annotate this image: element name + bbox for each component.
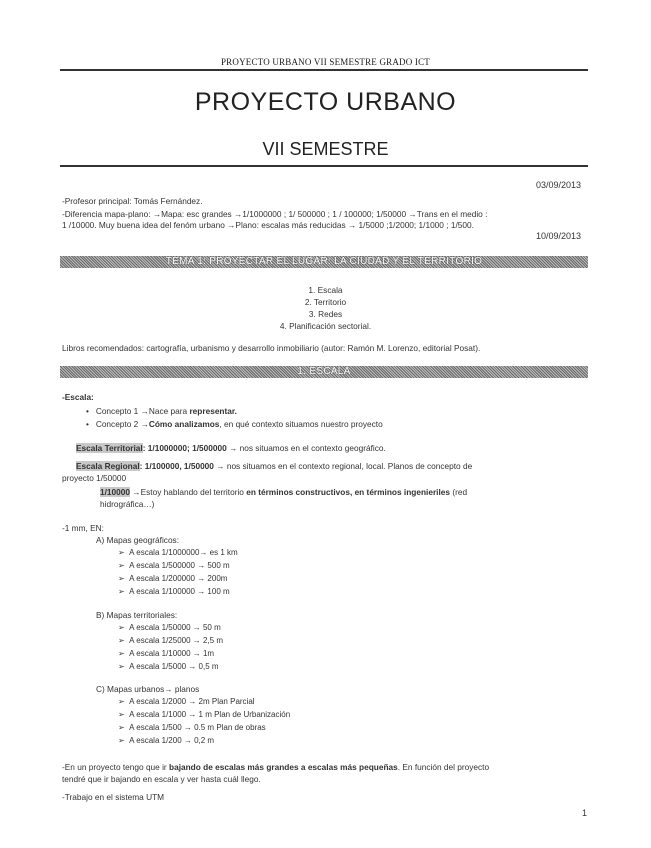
date-first: 03/09/2013 [536,180,582,190]
arrow-bullet-icon: ➢ [118,723,125,732]
topic-item: 4. Planificación sectorial. [279,321,372,331]
arrow-bullet-icon: ➢ [118,636,125,645]
list-item: ➢ A escala 1/500 → 0.5 m Plan de obras [118,723,266,732]
group-a-title: A) Mapas geográficos: [96,535,180,545]
date-second: 10/09/2013 [536,231,582,241]
list-item: ➢ A escala 1/200 → 0,2 m [118,736,215,745]
section-heading: 1. ESCALA [297,366,351,377]
running-head: PROYECTO URBANO VII SEMESTRE GRADO ICT [220,57,431,67]
topic-item: 1. Escala [308,285,343,295]
list-item: ➢ A escala 1/5000 → 0,5 m [118,662,219,671]
page-title: PROYECTO URBANO [194,88,457,116]
list-item: ➢ A escala 1/500000 → 500 m [118,561,230,570]
arrow-bullet-icon: ➢ [118,736,125,745]
list-item: ➢ A escala 1/200000 → 200m [118,574,228,583]
list-item: ➢ A escala 1/50000 → 50 m [118,623,221,632]
recommended-books: Libros recomendados: cartografía, urbanismo y desarrollo inmobiliario (autor: Ramón M. Lorenzo, editorial Posat). [62,343,481,353]
page-subtitle: VII SEMESTRE [262,139,389,159]
scale-local-cont: hidrográfica…) [100,499,155,509]
topic-heading-band [60,256,588,268]
scale-territorial: Escala Territorial: 1/1000000; 1/500000 → nos situamos en el contexto geográfico. [76,443,386,453]
closing-paragraph-cont: tendré que ir bajando en escala y ver hasta cuál llego. [62,774,261,784]
arrow-bullet-icon: ➢ [118,574,125,583]
arrow-bullet-icon: ➢ [118,587,125,596]
arrow-bullet-icon: ➢ [118,561,125,570]
arrow-bullet-icon: ➢ [118,662,125,671]
scale-local: 1/10000 →Estoy hablando del territorio en términos constructivos, en términos ingenieriles (red [100,487,468,497]
topic-item: 2. Territorio [304,297,347,307]
bullet-dot: • [86,406,96,416]
professor-line: -Profesor principal: Tomás Fernández. [62,196,203,206]
list-item: ➢ A escala 1/1000000→ es 1 km [118,548,238,557]
arrow-bullet-icon: ➢ [118,649,125,658]
arrow-bullet-icon: ➢ [118,623,125,632]
list-item: ➢ A escala 1/1000 → 1 m Plan de Urbanización [118,710,291,719]
list-item: ➢ A escala 1/100000 → 100 m [118,587,230,596]
mm-heading: -1 mm, EN: [62,523,104,533]
header-rule [60,69,588,71]
scale-regional-cont: proyecto 1/50000 [62,473,127,483]
concept-2: • Concepto 2 →Cómo analizamos, en qué contexto situamos nuestro proyecto [86,419,383,429]
list-item: ➢ A escala 1/25000 → 2,5 m [118,636,223,645]
map-plan-line-2: 1 /10000. Muy buena idea del fenóm urbano →Plano: escalas más reducidas → 1/5000 ;1/2000; 1/1000 ; 1/500. [62,220,474,230]
subtitle-rule [60,165,588,167]
bullet-dot: • [86,419,96,429]
topic-item: 3. Redes [308,309,343,319]
page-number: 1 [582,808,588,818]
section-heading-band [60,366,588,378]
group-c-title: C) Mapas urbanos→ planos [96,684,200,694]
closing-paragraph: -En un proyecto tengo que ir bajando de escalas más grandes a escalas más pequeñas. En función del proyecto [62,762,490,772]
arrow-bullet-icon: ➢ [118,697,125,706]
utm-note: -Trabajo en el sistema UTM [62,792,165,802]
list-item: ➢ A escala 1/10000 → 1m [118,649,215,658]
arrow-bullet-icon: ➢ [118,548,125,557]
escala-label: -Escala: [62,392,94,402]
list-item: ➢ A escala 1/2000 → 2m Plan Parcial [118,697,255,706]
concept-1: • Concepto 1 →Nace para representar. [86,406,237,416]
arrow-bullet-icon: ➢ [118,710,125,719]
group-b-title: B) Mapas territoriales: [96,610,178,620]
map-plan-line-1: -Diferencia mapa-plano: →Mapa: esc grandes →1/1000000 ; 1/ 500000 ; 1 / 100000; 1/50000 →Trans en el medio : [62,209,488,219]
topic-heading: TEMA 1: PROYECTAR EL LUGAR: LA CIUDAD Y EL TERRITORIO [165,256,483,267]
scale-regional: Escala Regional: 1/100000, 1/50000 → nos situamos en el contexto regional, local. Planos de concepto de [76,461,473,471]
